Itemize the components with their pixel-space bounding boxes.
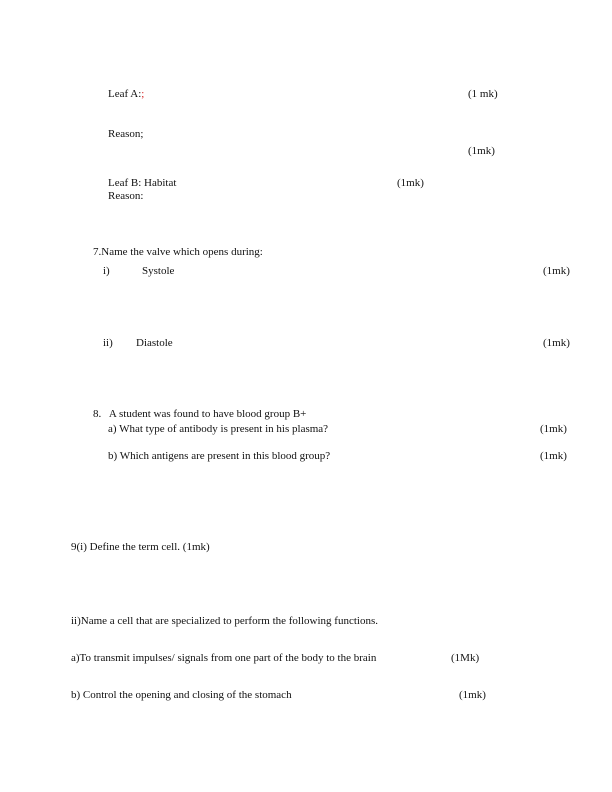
leaf-a-label: Leaf A: — [108, 88, 142, 100]
q8-question: 8. A student was found to have blood group B+ — [93, 408, 307, 420]
q8-part-marks: (1mk) — [540, 450, 567, 462]
q7-item-marks: (1mk) — [543, 337, 570, 349]
q9-item-text: b) Control the opening and closing of the stomach — [71, 689, 292, 701]
reason-1-label: Reason; — [108, 128, 144, 140]
leaf-b-label: Leaf B: Habitat — [108, 177, 177, 189]
leaf-a-marks: (1 mk) — [468, 88, 498, 100]
leaf-b-reason: Reason: — [108, 190, 144, 202]
q9-item-text: a)To transmit impulses/ signals from one part of the body to the brain — [71, 652, 377, 664]
leaf-b-marks: (1mk) — [397, 177, 424, 189]
q7-item-text: Diastole — [136, 337, 173, 349]
q7-item-num: i) — [103, 265, 110, 277]
q7-item-marks: (1mk) — [543, 265, 570, 277]
leaf-a-marker: ; — [141, 88, 145, 100]
leaf-a-line — [108, 88, 144, 100]
q9-part-2: ii)Name a cell that are specialized to perform the following functions. — [71, 615, 378, 627]
q8-part-marks: (1mk) — [540, 423, 567, 435]
reason-1-marks: (1mk) — [468, 145, 495, 157]
q9-item-marks: (1mk) — [459, 689, 486, 701]
q7-item-num: ii) — [103, 337, 113, 349]
q8-part-text: b) Which antigens are present in this blood group? — [108, 450, 331, 462]
q9-item-marks: (1Mk) — [451, 652, 480, 664]
q7-question: 7.Name the valve which opens during: — [93, 246, 263, 258]
q7-item-text: Systole — [142, 265, 175, 277]
q8-part-text: a) What type of antibody is present in his plasma? — [108, 423, 329, 435]
q9-part-1: 9(i) Define the term cell. (1mk) — [71, 541, 210, 553]
